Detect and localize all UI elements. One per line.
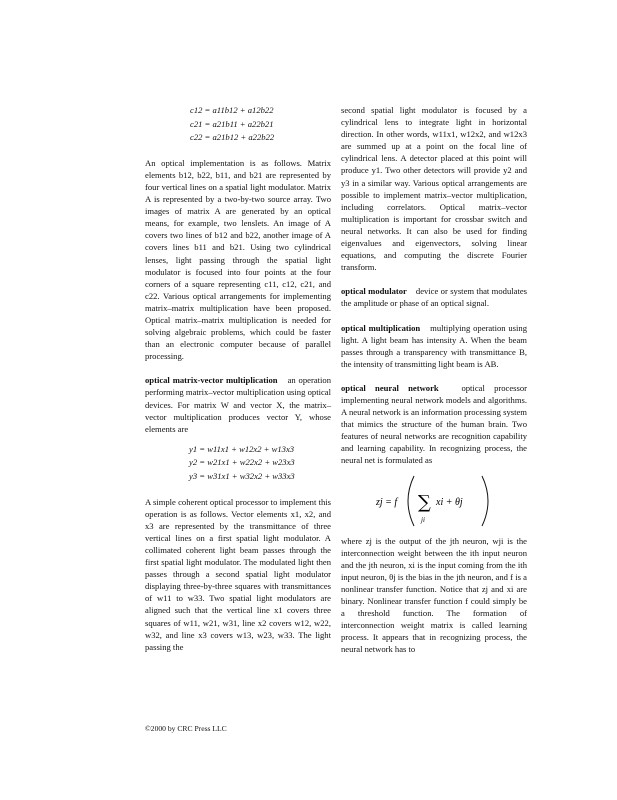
entry-matrix-vector xyxy=(145,374,331,434)
entry-definition: optical processor implementing neural network models and algorithms. A neural network is an information processing system that mimics the structure of the human brain. Two features of neural networks are recognition capability and learning capability. In recognizing process, the neural net is formulated as xyxy=(341,382,527,466)
formula-lhs: zj = f xyxy=(376,496,398,508)
paragraph-processor: A simple coherent optical processor to implement this operation is as follows. Vector elements x1, x2, and x3 are represented by the transmittance of three vertical lines on a first spatial light modulator. A collimated coherent light beam passes through the first spatial light modulator. The modulated light then passes through a second spatial light modulator displaying three-by-three squares with transmittances of w11 to w33. Two spatial light modulators are aligned such that the vertical line x1 covers three squares of w11, w21, w31, line x2 covers w12, w22, w32, and line x3 covers w13, w23, w33. The light passing the xyxy=(145,496,331,652)
formula-svg xyxy=(374,470,494,532)
entry-term: optical matrix-vector multiplication xyxy=(145,375,278,386)
formula-term: xi + θj xyxy=(436,496,463,508)
entry-definition: device or system that modulates the amplitude or phase of an optical signal. xyxy=(341,286,527,309)
left-column xyxy=(145,104,331,653)
right-column xyxy=(341,104,527,655)
equation-line: c12 = a11b12 + a12b22 xyxy=(190,105,274,115)
entry-definition: an operation performing matrix–vector multiplication using optical devices. For matrix W and vector X, the matrix–vector multiplication produces vector Y, whose elements are xyxy=(145,375,332,434)
equations-mid xyxy=(145,443,331,484)
paragraph-continuation: second spatial light modulator is focused by a cylindrical lens to integrate light in horizontal direction. In other words, w11x1, w12x2, and w12x3 are summed up at a point on the focal line of cylindrical lens. A detector placed at this point will produce y1. Two other detectors will provide y2 and y3 in a similar way. Various optical arrangements are possible to implement matrix–vector multiplication, including correlators. Optical matrix–vector multiplication is important for crossbar switch and neural networks. It can also be used for finding eigenvalues and eigenvectors, solving linear equations, and computing the discrete Fourier transform. xyxy=(341,105,527,273)
entry-optical-modulator xyxy=(341,285,527,309)
equation-line: y1 = w11x1 + w12x2 + w13x3 xyxy=(189,443,295,454)
entry-term: optical modulator xyxy=(341,286,407,297)
entry-optical-multiplication xyxy=(341,322,527,370)
paragraph-implementation: An optical implementation is as follows. Matrix elements b12, b22, b11, and b21 are represented by four vertical lines on a spatial light modulator. Matrix A is represented by a two-by-two source array. Two images of matrix A are generated by an optical means, for example, two lenslets. An image of A covers two lines of b12 and b22, another image of A covers lines b11 and b21. Using two cylindrical lenses, light passing through the spatial light modulator is focused into four points at the four corners of a square representing c11, c12, c21, and c22. Various optical arrangements for implementing matrix–matrix multiplication have been proposed. Optical matrix–matrix multiplication is needed for solving algebraic problems, which could be faster than an electronic computer because of parallel processing. xyxy=(145,157,331,362)
equation-line: y2 = w21x1 + w22x2 + w23x3 xyxy=(189,457,295,468)
entry-definition: multiplying operation using light. A light beam has intensity A. When the beam passes through a transparency with transmittance B, the intensity of transmitting light beam is AB. xyxy=(341,322,528,369)
entry-term: optical multiplication xyxy=(341,322,421,333)
equation-line: c22 = a21b12 + a22b22 xyxy=(190,132,275,143)
formula-sum: ∑ xyxy=(418,491,431,513)
formula-sum-index: ji xyxy=(421,515,425,524)
neuron-formula xyxy=(341,467,527,535)
entry-term: optical neural network xyxy=(341,382,439,393)
copyright-footer: ©2000 by CRC Press LLC xyxy=(145,724,227,733)
paragraph-where: where zj is the output of the jth neuron, wji is the interconnection weight between the ith input neuron and the jth neuron, xi is the input coming from the ith input neuron, θj is the bias in the jth neuron, and f is a nonlinear transfer function. Notice that zj and xi are binary. Nonlinear transfer function f could simply be a threshold function. The formation of interconnection weight matrix is called learning process. It appears that in recognizing process, the neural network has to xyxy=(341,535,527,655)
right-paren xyxy=(482,476,488,526)
equation-line: c21 = a21b11 + a22b21 xyxy=(190,118,274,129)
equation-line: y3 = w31x1 + w32x2 + w33x3 xyxy=(189,471,295,482)
entry-optical-neural-network xyxy=(341,382,527,467)
equations-top xyxy=(145,104,331,145)
left-paren xyxy=(408,476,414,526)
